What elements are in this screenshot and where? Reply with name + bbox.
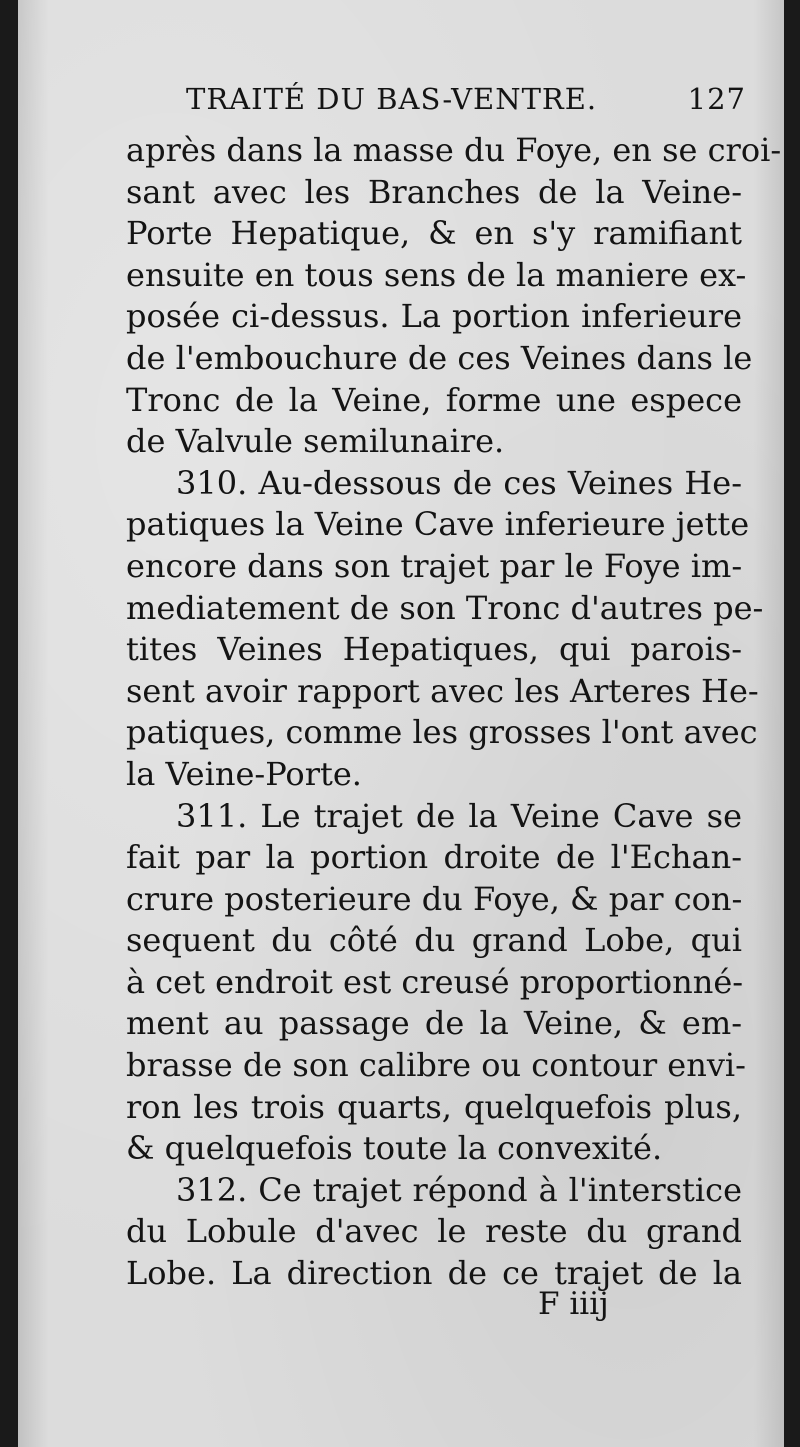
text-line: mediatement de son Tronc d'autres pe- [126, 588, 764, 627]
text-line: du Lobule d'avec le reste du grand [126, 1212, 742, 1251]
text-line: de l'embouchure de ces Veines dans le [126, 338, 753, 377]
text-line: patiques la Veine Cave inferieure jette [126, 505, 750, 544]
text-line: ron les trois quarts, quelquefois plus, [126, 1087, 742, 1126]
text-line: posée ci-dessus. La portion inferieure [126, 297, 742, 336]
paragraph-312-start: 312. Ce trajet répond à l'interstice [176, 1170, 742, 1209]
signature-mark: F iiij [538, 1286, 609, 1322]
book-page [18, 0, 784, 1447]
text-line: de Valvule semilunaire. [126, 422, 505, 461]
text-line: sent avoir rapport avec les Arteres He- [126, 671, 759, 710]
text-line: ment au passage de la Veine, & em- [126, 1004, 742, 1043]
text-line: tites Veines Hepatiques, qui parois- [126, 630, 742, 669]
text-line: la Veine-Porte. [126, 754, 362, 793]
text-line: Lobe. La direction de ce trajet de la [126, 1254, 742, 1293]
text-line: ensuite en tous sens de la maniere ex- [126, 255, 747, 294]
paragraph-311-start: 311. Le trajet de la Veine Cave se [176, 796, 742, 835]
text-line: brasse de son calibre ou contour envi- [126, 1046, 746, 1085]
text-line: encore dans son trajet par le Foye im- [126, 546, 743, 585]
page-header [186, 82, 746, 126]
text-line: & quelquefois toute la convexité. [126, 1129, 663, 1168]
text-line: Tronc de la Veine, forme une espece [126, 380, 742, 419]
paragraph-310-start: 310. Au-dessous de ces Veines He- [176, 463, 742, 502]
text-line: fait par la portion droite de l'Echan- [126, 838, 742, 877]
text-line: à cet endroit est creusé proportionné- [126, 962, 744, 1001]
text-line: crure posterieure du Foye, & par con- [126, 879, 743, 918]
text-line: patiques, comme les grosses l'ont avec [126, 713, 758, 752]
text-line: sequent du côté du grand Lobe, qui [126, 921, 742, 960]
text-line: Porte Hepatique, & en s'y ramifiant [126, 214, 742, 253]
page-number: 127 [687, 82, 746, 116]
text-line: après dans la masse du Foye, en se croi- [126, 131, 782, 169]
text-line: sant avec les Branches de la Veine- [126, 172, 742, 211]
body-text [126, 130, 782, 1295]
running-title: TRAITÉ DU BAS-VENTRE. [186, 82, 598, 116]
